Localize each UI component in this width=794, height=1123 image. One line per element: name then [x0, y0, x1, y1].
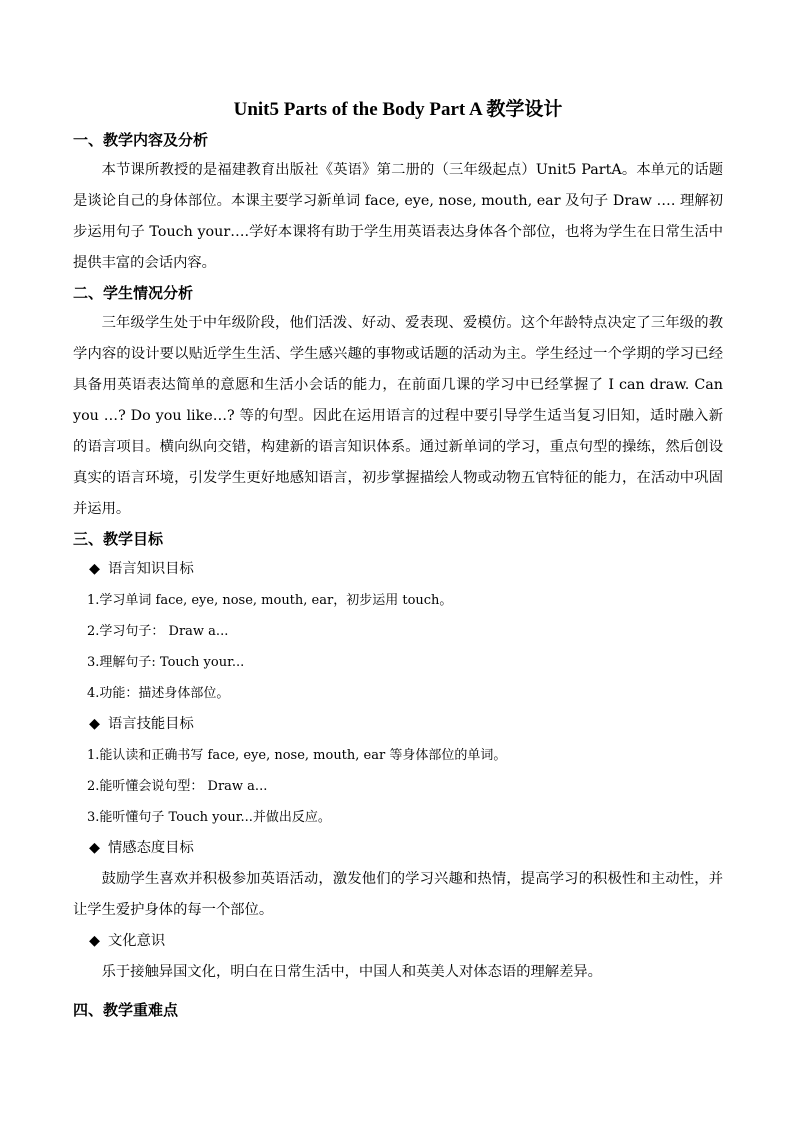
goal-attitude — [73, 833, 723, 864]
paragraph-content-analysis: 本节课所教授的是福建教育出版社《英语》第二册的（三年级起点）Unit5 PartA。本单元的话题是谈论自己的身体部位。本课主要学习新单词 face, eye, nose, mouth, ear 及句子 Draw …. 理解初步运用句子 Touch your….学好本课将有助于学生用英语表达身体各个部位，也将为学生在日常生活中提供丰富的会话内容。 — [73, 162, 723, 271]
diamond-bullet-icon: ◆ — [89, 840, 100, 856]
list-item: 2.学习句子： Draw a... — [87, 624, 229, 639]
goal-culture — [73, 926, 723, 957]
diamond-bullet-icon: ◆ — [89, 933, 100, 949]
list-item: 1.学习单词 face, eye, nose, mouth, ear，初步运用 touch。 — [87, 593, 453, 608]
list-item: 3.理解句子: Touch your... — [87, 655, 245, 670]
document-title: Unit5 Parts of the Body Part A 教学设计 — [233, 99, 563, 120]
list-item: 3.能听懂句子 Touch your...并做出反应。 — [87, 810, 331, 825]
goal-knowledge-label: 语言知识目标 — [108, 561, 194, 577]
section-heading-content-analysis: 一、教学内容及分析 — [73, 131, 209, 149]
goal-culture-label: 文化意识 — [108, 933, 166, 949]
list-item: 4.功能：描述身体部位。 — [87, 686, 230, 701]
diamond-bullet-icon: ◆ — [89, 716, 100, 732]
list-item: 1.能认读和正确书写 face, eye, nose, mouth, ear 等身体部位的单词。 — [87, 748, 507, 763]
paragraph-attitude: 鼓励学生喜欢并积极参加英语活动，激发他们的学习兴趣和热情，提高学习的积极性和主动性，并让学生爱护身体的每一个部位。 — [73, 871, 723, 918]
section-heading-key-points: 四、教学重难点 — [73, 1001, 179, 1019]
document-page — [73, 96, 723, 1025]
goal-skill — [73, 709, 723, 740]
paragraph-student-analysis: 三年级学生处于中年级阶段，他们活泼、好动、爱表现、爱模仿。这个年龄特点决定了三年级的教学内容的设计要以贴近学生生活、学生感兴趣的事物或话题的活动为主。学生经过一个学期的学习已经具备用英语表达简单的意愿和生活小会话的能力，在前面几课的学习中已经掌握了 I can draw. Can you …? Do you like…? 等的句型。因此在运用语言的过程中要引导学生适当复习旧知，适时融入新的语言项目。横向纵向交错，构建新的语言知识体系。通过新单词的学习，重点句型的操练，然后创设真实的语言环境，引发学生更好地感知语言，初步掌握描绘人物或动物五官特征的能力，在活动中巩固并运用。 — [73, 315, 723, 517]
goal-skill-label: 语言技能目标 — [108, 716, 194, 732]
section-heading-teaching-goals: 三、教学目标 — [73, 530, 164, 548]
list-item: 2.能听懂会说句型： Draw a... — [87, 779, 268, 794]
spacer — [73, 988, 723, 996]
diamond-bullet-icon: ◆ — [89, 561, 100, 577]
section-heading-student-analysis: 二、学生情况分析 — [73, 284, 194, 302]
goal-attitude-label: 情感态度目标 — [108, 840, 194, 856]
paragraph-culture: 乐于接触异国文化，明白在日常生活中，中国人和英美人对体态语的理解差异。 — [101, 964, 602, 980]
goal-knowledge — [73, 554, 723, 585]
